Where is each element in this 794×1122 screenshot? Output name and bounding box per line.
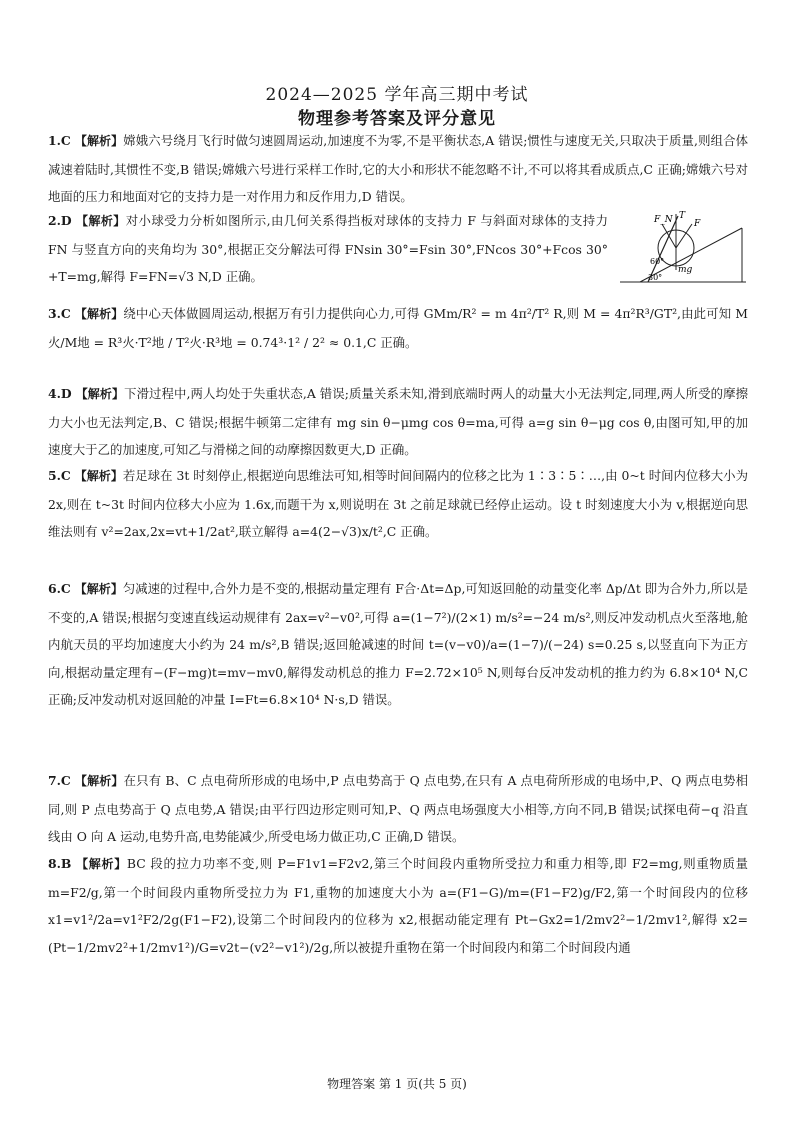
analysis-tag: 【解析】: [76, 857, 127, 871]
label-30: 30°: [648, 273, 663, 282]
answer-text: BC 段的拉力功率不变,则 P=F1v1=F2v2,第三个时间段内重物所受拉力和重力相等,即 F2=mg,则重物质量 m=F2/g,第一个时间段内重物所受拉力为 F1,重物的加速度大小为 a=(F1−G)/m=(F1−F2)g/F2,第一个时间段内的位移 x1=v1²/2a=v1²F2/2g(F1−F2),设第二个时间段内的位移为 x2,根据动能定理有 Pt−Gx2=1/2mv2²−1/2mv1²,解得 x2=(Pt−1/2mv2²+1/2mv1²)/G=v2t−(v2²−v1²)/2g,所以被提升重物在第一个时间段内和第二个时间段内通: [48, 856, 748, 955]
answer-number: 6.C: [48, 581, 71, 596]
answer-number: 8.B: [48, 856, 72, 871]
answer-text: 若足球在 3t 时刻停止,根据逆向思维法可知,相等时间间隔内的位移之比为 1∶3∶5∶…,由 0~t 时间内位移大小为 2x,则在 t~3t 时间内位移大小应为 1.6x,而题干为 x,则说明在 3t 之前足球就已经停止运动。设 t 时刻速度大小为 v,根据逆向思维法则有 v²=2ax,2x=vt+1/2at²,联立解得 a=4(2−√3)x/t²,C 正确。: [48, 468, 748, 539]
answer-number: 7.C: [48, 773, 71, 788]
label-60: 60°: [650, 257, 665, 266]
answer-item: [48, 767, 748, 851]
analysis-tag: 【解析】: [75, 387, 125, 401]
analysis-tag: 【解析】: [74, 134, 124, 148]
answer-number: 5.C: [48, 468, 71, 483]
force-diagram: [618, 208, 748, 286]
answer-text: 在只有 B、C 点电荷所形成的电场中,P 点电势高于 Q 点电势,在只有 A 点电荷所形成的电场中,P、Q 两点电势相同,则 P 点电势高于 Q 点电势,A 错误;由平行四边形定则可知,P、Q 两点电场强度大小相等,方向不同,B 错误;试探电荷−q 沿直线由 O 向 A 运动,电势升高,电势能减少,所受电场力做正功,C 正确,D 错误。: [48, 773, 748, 844]
answer-number: 1.C: [48, 133, 71, 148]
answer-item: [48, 462, 748, 546]
analysis-tag: 【解析】: [74, 469, 123, 483]
answer-number: 4.D: [48, 386, 72, 401]
label-t: T: [679, 211, 686, 221]
analysis-tag: 【解析】: [74, 774, 124, 788]
label-fn: F_N: [654, 215, 673, 225]
answer-text: 绕中心天体做圆周运动,根据万有引力提供向心力,可得 GMm/R² = m 4π²/T² R,则 M = 4π²R³/GT²,由此可知 M火/M地 = R³火·T²地 / T²火·R³地 = 0.74³·1² / 2² ≈ 0.1,C 正确。: [48, 306, 748, 350]
label-mg: mg: [678, 265, 693, 275]
answer-number: 3.C: [48, 306, 71, 321]
normal-force-arrow: [662, 224, 676, 248]
analysis-tag: 【解析】: [76, 214, 126, 228]
answer-text: 对小球受力分析如图所示,由几何关系得挡板对球体的支持力 F 与斜面对球体的支持力 FN 与竖直方向的夹角均为 30°,根据正交分解法可得 FNsin 30°=Fsin 30°,FNcos 30°+Fcos 30°+T=mg,解得 F=FN=√3 N,D 正确。: [48, 213, 608, 284]
answer-text: 嫦娥六号绕月飞行时做匀速圆周运动,加速度不为零,不是平衡状态,A 错误;惯性与速度无关,只取决于质量,则组合体减速着陆时,其惯性不变,B 错误;嫦娥六号进行采样工作时,它的大小和形状不能忽略不计,不可以将其看成质点,C 正确;嫦娥六号对地面的压力和地面对它的支持力是一对作用力和反作用力,D 错误。: [48, 133, 748, 204]
answer-text: 匀减速的过程中,合外力是不变的,根据动量定理有 F合·Δt=Δp,可知返回舱的动量变化率 Δp/Δt 即为合外力,所以是不变的,A 错误;根据匀变速直线运动规律有 2ax=v²−v0²,可得 a=(1−7²)/(2×1) m/s²=−24 m/s²,则反冲发动机点火至落地,舱内航天员的平均加速度大小约为 24 m/s²,B 错误;返回舱减速的时间 t=(v−v0)/a=(1−7)/(−24) s=0.25 s,以竖直向下为正方向,根据动量定理有−(F−mg)t=mv−mv0,解得发动机总的推力 F=2.72×10⁵ N,则每台反冲发动机的推力约为 6.8×10⁴ N,C 正确;反冲发动机对返回舱的冲量 I=Ft=6.8×10⁴ N·s,D 错误。: [48, 581, 748, 707]
page-subtitle: 物理参考答案及评分意见: [298, 109, 496, 129]
answer-text: 下滑过程中,两人均处于失重状态,A 错误;质量关系未知,滑到底端时两人的动量大小无法判定,同理,两人所受的摩擦力大小也无法判定,B、C 错误;根据牛顿第二定律有 mg sin θ−μmg cos θ=ma,可得 a=g sin θ−μg cos θ,由图可知,甲的加速度大于乙的加速度,可知乙与滑梯之间的动摩擦因数更大,D 正确。: [48, 386, 748, 457]
answer-item: [48, 575, 748, 714]
page-footer: 物理答案 第 1 页(共 5 页): [327, 1077, 467, 1091]
answer-item: [48, 380, 748, 464]
page-title: 2024—2025 学年高三期中考试: [265, 85, 529, 105]
label-f: F: [694, 219, 701, 229]
analysis-tag: 【解析】: [74, 307, 124, 321]
answer-item: [48, 207, 608, 291]
answer-item: [48, 300, 748, 356]
answer-number: 2.D: [48, 213, 72, 228]
analysis-tag: 【解析】: [74, 582, 123, 596]
answer-item: [48, 127, 748, 211]
answer-item: [48, 850, 748, 961]
